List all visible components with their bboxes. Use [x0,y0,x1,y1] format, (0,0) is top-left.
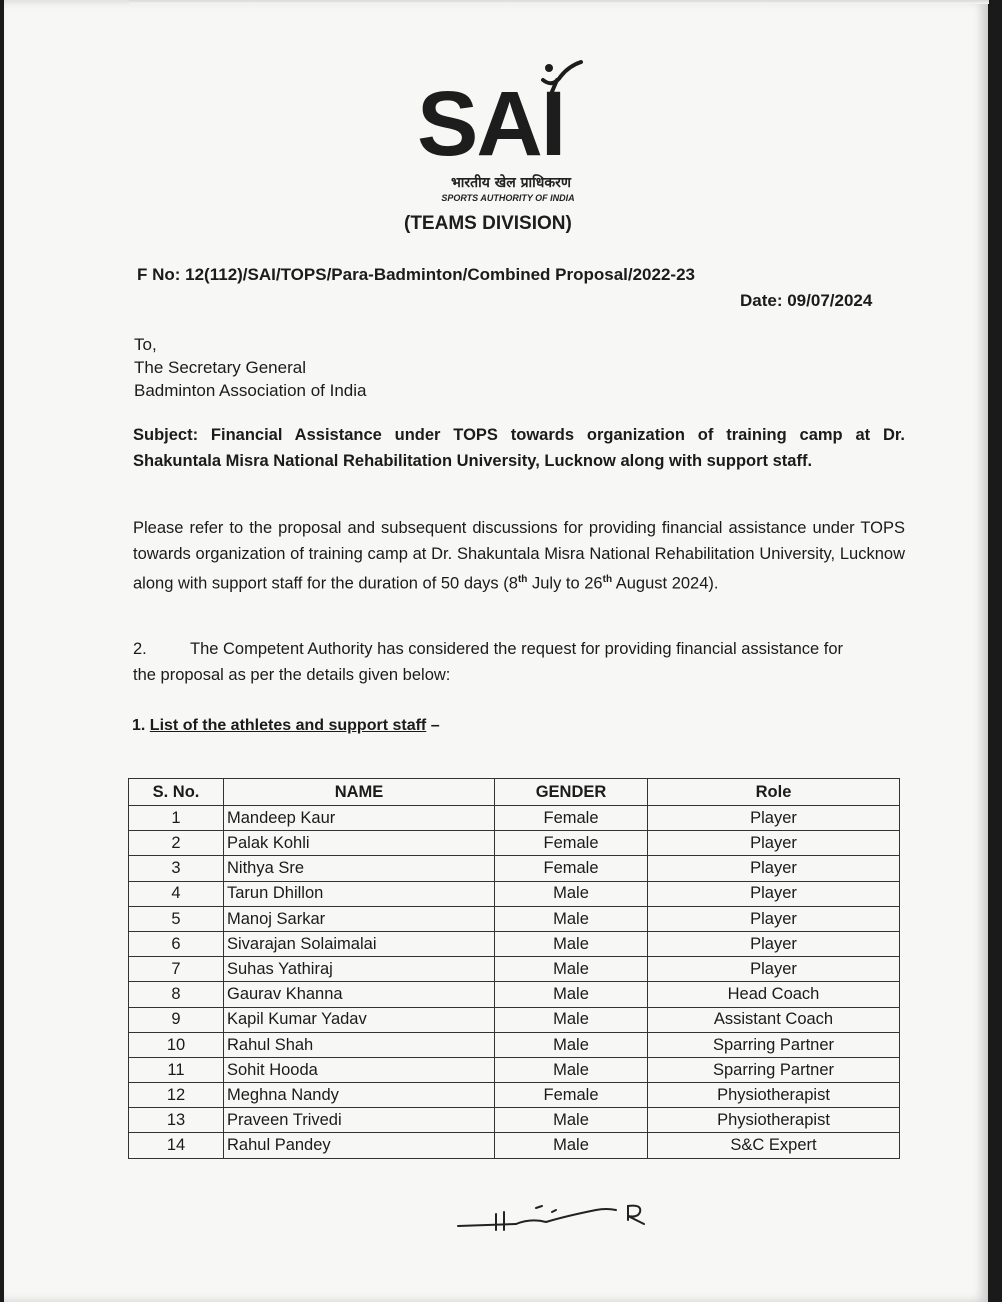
cell-role: Player [648,856,900,881]
handwritten-signature [456,1196,656,1236]
list-heading [132,716,440,735]
table-row [129,1032,900,1057]
address-line-2: Badminton Association of India [134,381,367,400]
header-name: NAME [224,779,495,806]
table-row [129,1057,900,1082]
table-row [129,931,900,956]
para1-sup-2: th [602,574,613,585]
cell-sno: 10 [129,1032,224,1057]
sai-logo [417,58,592,208]
table-row [129,1007,900,1032]
cell-role: Player [648,806,900,831]
table-row [129,806,900,831]
logo-english-text: SPORTS AUTHORITY OF INDIA [441,193,575,203]
para1-sup-1: th [517,574,528,585]
paragraph-2 [133,636,853,688]
list-heading-prefix: 1. [132,717,150,734]
header-role: Role [648,779,900,806]
cell-sno: 3 [129,856,224,881]
cell-gender: Male [495,982,648,1007]
table-row [129,906,900,931]
cell-name: Gaurav Khanna [224,982,495,1007]
cell-name: Suhas Yathiraj [224,957,495,982]
letter-date: Date: 09/07/2024 [740,291,873,310]
cell-gender: Male [495,1007,648,1032]
recipient-address [134,333,366,402]
cell-gender: Male [495,957,648,982]
cell-role: Player [648,931,900,956]
address-to: To, [134,335,157,354]
cell-name: Sohit Hooda [224,1057,495,1082]
cell-sno: 1 [129,806,224,831]
address-line-1: The Secretary General [134,358,306,377]
list-heading-title: List of the athletes and support staff [149,717,427,734]
cell-gender: Male [495,1057,648,1082]
cell-role: Player [648,957,900,982]
subject-line: Subject: Financial Assistance under TOPS towards organization of training camp at Dr. Shakuntala Misra National Rehabilitation University, Lucknow along with support staff. [133,426,905,470]
cell-sno: 9 [129,1007,224,1032]
cell-role: Player [648,881,900,906]
cell-sno: 11 [129,1057,224,1082]
list-heading-suffix: – [426,717,440,734]
para2-text: The Competent Authority has considered the request for providing financial assistance for the proposal as per the details given below: [133,640,844,684]
cell-name: Manoj Sarkar [224,906,495,931]
header-sno: S. No. [129,779,224,806]
cell-sno: 13 [129,1108,224,1133]
cell-name: Palak Kohli [224,831,495,856]
cell-sno: 7 [129,957,224,982]
cell-name: Meghna Nandy [224,1083,495,1108]
cell-role: Sparring Partner [648,1057,900,1082]
page-edge [129,0,989,4]
cell-name: Nithya Sre [224,856,495,881]
cell-gender: Female [495,856,648,881]
cell-name: Tarun Dhillon [224,881,495,906]
para1-end: August 2024). [612,574,719,593]
cell-sno: 14 [129,1133,224,1158]
table-row [129,831,900,856]
cell-name: Praveen Trivedi [224,1108,495,1133]
cell-name: Rahul Pandey [224,1133,495,1158]
cell-role: Head Coach [648,982,900,1007]
cell-sno: 8 [129,982,224,1007]
cell-role: Player [648,906,900,931]
table-row [129,1133,900,1158]
cell-name: Mandeep Kaur [224,806,495,831]
cell-sno: 4 [129,881,224,906]
cell-role: Physiotherapist [648,1083,900,1108]
cell-gender: Female [495,831,648,856]
cell-sno: 12 [129,1083,224,1108]
table-row [129,982,900,1007]
header-gender: GENDER [495,779,648,806]
cell-gender: Female [495,1083,648,1108]
cell-gender: Male [495,1032,648,1057]
cell-gender: Male [495,931,648,956]
cell-role: Sparring Partner [648,1032,900,1057]
logo-hindi-text: भारतीय खेल प्राधिकरण [450,175,572,191]
staff-table [128,778,900,1159]
cell-gender: Female [495,806,648,831]
cell-sno: 5 [129,906,224,931]
file-number: F No: 12(112)/SAI/TOPS/Para-Badminton/Combined Proposal/2022-23 [137,265,695,284]
cell-role: Assistant Coach [648,1007,900,1032]
cell-name: Sivarajan Solaimalai [224,931,495,956]
cell-name: Rahul Shah [224,1032,495,1057]
cell-gender: Male [495,1108,648,1133]
paragraph-1 [133,515,905,597]
cell-gender: Male [495,1133,648,1158]
para1-mid: July to 26 [527,574,603,593]
division-heading: (TEAMS DIVISION) [404,213,572,234]
para2-number: 2. [133,640,147,658]
cell-sno: 2 [129,831,224,856]
table-row [129,1108,900,1133]
table-row [129,881,900,906]
cell-role: S&C Expert [648,1133,900,1158]
cell-gender: Male [495,881,648,906]
cell-gender: Male [495,906,648,931]
table-row [129,1083,900,1108]
table-row [129,856,900,881]
para1-text: Please refer to the proposal and subsequent discussions for providing financial assistance under TOPS towards organization of training camp at Dr. Shakuntala Misra National Rehabilitation University, Lucknow along with support staff for the duration of 50 days (8 [133,519,905,593]
cell-sno: 6 [129,931,224,956]
table-row [129,957,900,982]
cell-name: Kapil Kumar Yadav [224,1007,495,1032]
cell-role: Physiotherapist [648,1108,900,1133]
cell-role: Player [648,831,900,856]
logo-wordmark: SAI [417,73,565,175]
table-header-row [129,779,900,806]
document-page [4,0,988,1302]
